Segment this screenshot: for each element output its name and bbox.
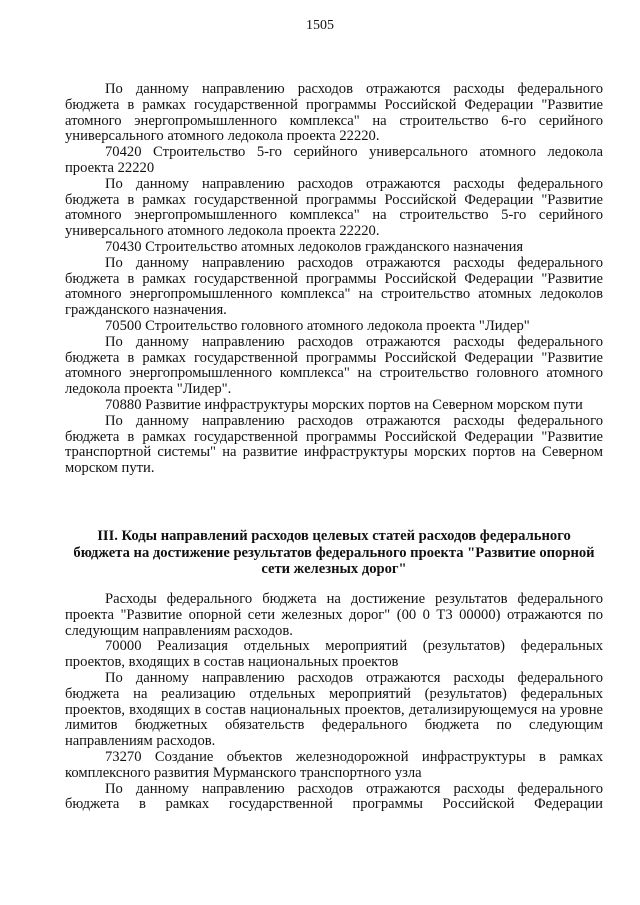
section-a-body: [65, 82, 603, 477]
paragraph: 70420 Строительство 5-го серийного универсального атомного ледокола проекта 22220: [65, 144, 603, 176]
paragraph: По данному направлению расходов отражаются расходы федерального бюджета на реализацию отдельных мероприятий (результатов) федеральных проектов, входящих в состав национальных проектов, детализирующемуся на уровне лимитов бюджетных обязательств федерального бюджета по следующим направлениям расходов.: [65, 669, 603, 750]
paragraph: 70000 Реализация отдельных мероприятий (результатов) федеральных проектов, входящих в состав национальных проектов: [65, 638, 603, 671]
page-number: 1505: [306, 18, 334, 33]
paragraph: По данному направлению расходов отражаются расходы федерального бюджета в рамках государственной программы Российской Федерации: [65, 780, 603, 813]
paragraph: По данному направлению расходов отражаются расходы федерального бюджета в рамках государственной программы Российской Федерации "Развитие атомного энергопромышленного комплекса" на строительство атомных ледоколов гражданского назначения.: [65, 254, 603, 319]
section-heading: III. Коды направлений расходов целевых статей расходов федерального бюджета на достижение результатов федерального проекта "Развитие опорной сети железных дорог": [73, 528, 595, 577]
paragraph: По данному направлению расходов отражаются расходы федерального бюджета в рамках государственной программы Российской Федерации "Развитие транспортной системы" на развитие инфраструктуры морских портов на Северном морском пути.: [65, 412, 603, 477]
paragraph: 70430 Строительство атомных ледоколов гражданского назначения: [105, 238, 524, 255]
paragraph: По данному направлению расходов отражаются расходы федерального бюджета в рамках государственной программы Российской Федерации "Развитие атомного энергопромышленного комплекса" на строительство головного атомного ледокола проекта "Лидер".: [65, 333, 603, 398]
paragraph: По данному направлению расходов отражаются расходы федерального бюджета в рамках государственной программы Российской Федерации "Развитие атомного энергопромышленного комплекса" на строительство 5-го серийного универсального атомного ледокола проекта 22220.: [65, 175, 603, 240]
paragraph: Расходы федерального бюджета на достижение результатов федерального проекта "Развитие опорной сети железных дорог" (00 0 Т3 00000) отражаются по следующим направлениям расходов.: [65, 591, 603, 639]
paragraph: 73270 Создание объектов железнодорожной инфраструктуры в рамках комплексного развития Мурманского транспортного узла: [65, 748, 603, 781]
section-b-body: [65, 592, 603, 813]
paragraph: 70500 Строительство головного атомного ледокола проекта "Лидер": [105, 317, 530, 334]
paragraph: 70880 Развитие инфраструктуры морских портов на Северном морском пути: [105, 396, 583, 413]
paragraph: По данному направлению расходов отражаются расходы федерального бюджета в рамках государственной программы Российской Федерации "Развитие атомного энергопромышленного комплекса" на строительство 6-го серийного универсального атомного ледокола проекта 22220.: [65, 81, 603, 145]
